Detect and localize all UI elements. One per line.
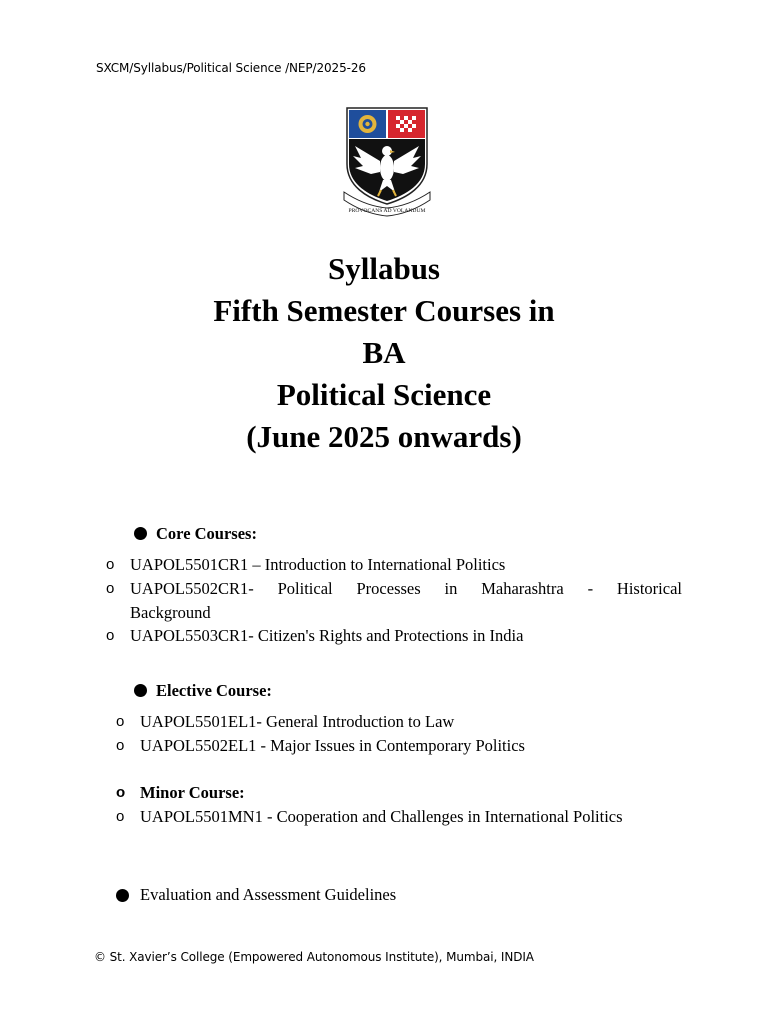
title-line: (June 2025 onwards) — [246, 419, 522, 454]
circle-bullet-icon: o — [106, 580, 115, 597]
minor-course-heading — [116, 781, 676, 805]
title-line: Syllabus — [327, 251, 440, 286]
heading-text: Minor Course: — [140, 783, 245, 802]
list-item — [116, 734, 676, 758]
bullet-icon — [116, 889, 129, 902]
bullet-icon — [134, 527, 147, 540]
circle-bullet-icon: o — [106, 556, 115, 573]
college-crest-logo — [341, 106, 433, 218]
circle-bullet-icon: o — [116, 737, 125, 754]
course-text: UAPOL5501MN1 - Cooperation and Challenges in International Politics — [140, 807, 623, 826]
course-text: UAPOL5502CR1- Political Processes in Maharashtra - Historical — [130, 579, 682, 598]
heading-text: Core Courses: — [156, 524, 257, 543]
list-item — [116, 710, 676, 734]
course-text: UAPOL5502EL1 - Major Issues in Contemporary Politics — [140, 736, 525, 755]
title-line: BA — [362, 335, 406, 370]
bullet-icon — [134, 684, 147, 697]
course-text: UAPOL5503CR1- Citizen's Rights and Protections in India — [130, 626, 524, 645]
list-item — [106, 624, 682, 648]
core-courses-heading — [134, 524, 257, 544]
crest-motto: PROVOCANS AD VOLANDUM — [348, 208, 426, 214]
course-text: UAPOL5501CR1 – Introduction to International Politics — [130, 555, 506, 574]
title-line: Political Science — [276, 377, 492, 412]
title-line: Fifth Semester Courses in — [213, 293, 555, 328]
circle-bullet-icon: o — [116, 713, 125, 730]
elective-course-heading — [134, 681, 272, 701]
circle-bullet-icon: o — [106, 627, 115, 644]
list-item — [116, 805, 676, 829]
page-title — [0, 248, 768, 458]
footer-copyright: © St. Xavier’s College (Empowered Autonomous Institute), Mumbai, INDIA — [94, 950, 534, 964]
evaluation-text: Evaluation and Assessment Guidelines — [140, 885, 397, 904]
course-text: UAPOL5501EL1- General Introduction to Law — [140, 712, 455, 731]
heading-text: Elective Course: — [156, 681, 272, 700]
evaluation-guidelines — [116, 883, 516, 907]
list-item — [106, 577, 682, 625]
course-text-continued: Background — [130, 603, 211, 622]
circle-bullet-icon: o — [116, 808, 125, 825]
document-reference: SXCM/Syllabus/Political Science /NEP/2025-26 — [96, 61, 366, 75]
circle-bullet-icon: o — [116, 784, 126, 801]
list-item — [106, 553, 682, 577]
